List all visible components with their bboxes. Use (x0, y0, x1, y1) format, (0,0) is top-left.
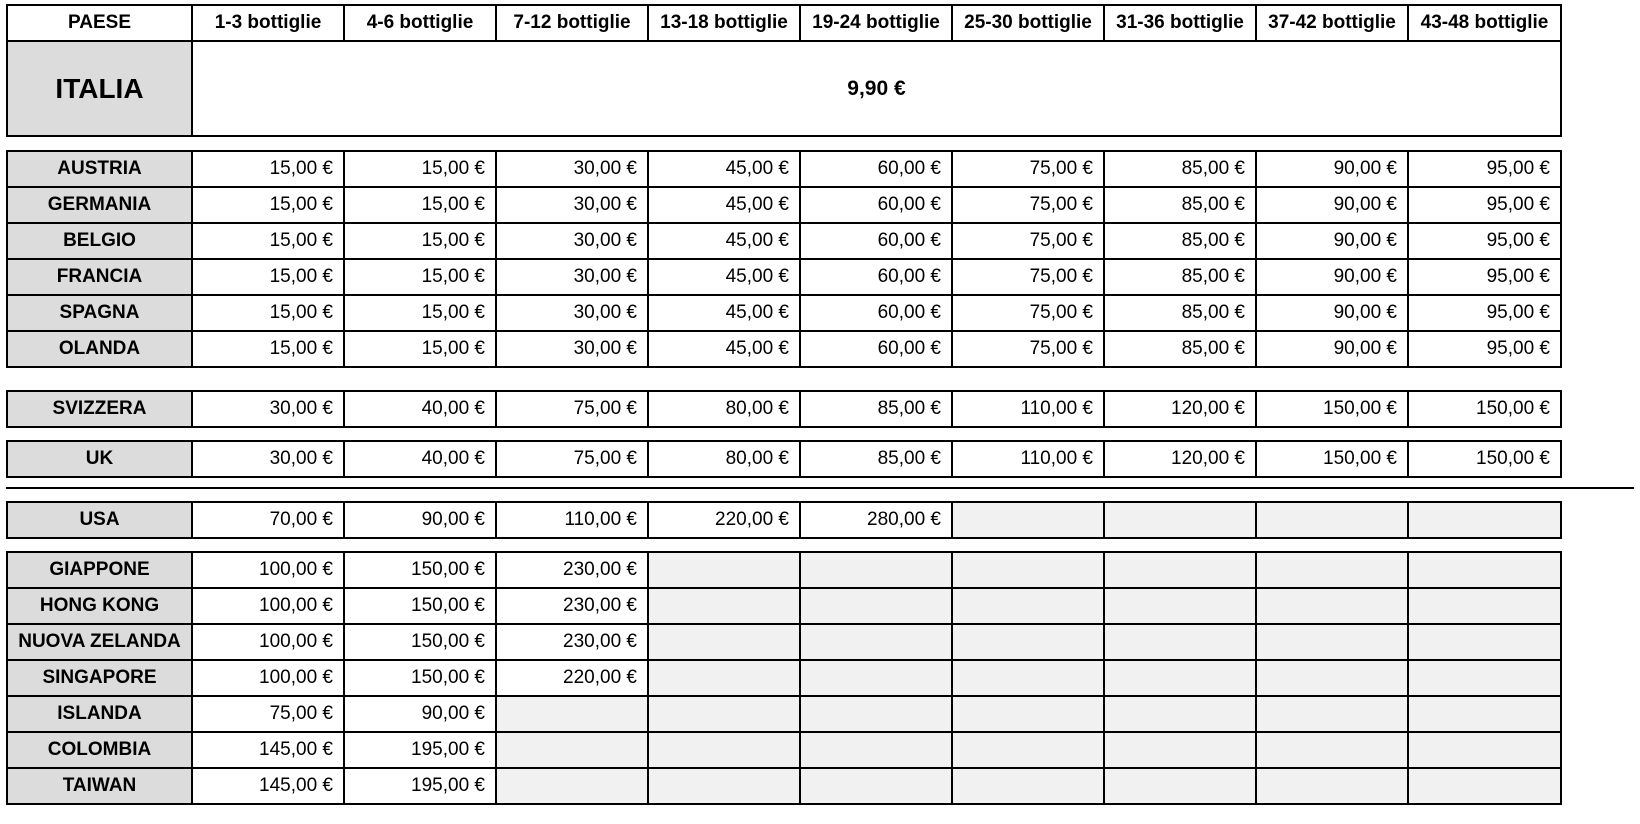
empty-cell (951, 551, 1105, 589)
price-cell: 95,00 € (1407, 294, 1562, 332)
country-austria: AUSTRIA (6, 150, 193, 188)
empty-cell (647, 731, 801, 769)
country-spagna: SPAGNA (6, 294, 193, 332)
price-cell: 30,00 € (495, 150, 649, 188)
country-uk: UK (6, 440, 193, 478)
empty-cell (1255, 551, 1409, 589)
price-cell: 95,00 € (1407, 186, 1562, 224)
price-cell: 60,00 € (799, 258, 953, 296)
table-row-islanda (6, 695, 1562, 733)
empty-cell (1255, 731, 1409, 769)
price-cell: 220,00 € (495, 659, 649, 697)
price-cell: 230,00 € (495, 623, 649, 661)
price-cell: 15,00 € (343, 258, 497, 296)
price-cell: 40,00 € (343, 440, 497, 478)
price-cell: 150,00 € (1255, 390, 1409, 428)
empty-cell (799, 659, 953, 697)
price-cell: 30,00 € (495, 222, 649, 260)
price-cell: 45,00 € (647, 222, 801, 260)
price-cell: 85,00 € (1103, 150, 1257, 188)
empty-cell (951, 731, 1105, 769)
table-row-colombia (6, 731, 1562, 769)
empty-cell (1407, 731, 1562, 769)
empty-cell (1103, 659, 1257, 697)
empty-cell (951, 587, 1105, 625)
price-cell: 30,00 € (495, 294, 649, 332)
empty-cell (647, 659, 801, 697)
empty-cell (647, 551, 801, 589)
price-cell: 110,00 € (951, 390, 1105, 428)
price-cell: 230,00 € (495, 551, 649, 589)
column-header-4-6-bottiglie: 4-6 bottiglie (343, 4, 497, 42)
empty-cell (1407, 501, 1562, 539)
empty-cell (1407, 695, 1562, 733)
price-cell: 60,00 € (799, 330, 953, 368)
table-row-francia (6, 258, 1562, 296)
column-header-25-30-bottiglie: 25-30 bottiglie (951, 4, 1105, 42)
section-divider (6, 487, 1634, 489)
price-cell: 85,00 € (799, 390, 953, 428)
country-islanda: ISLANDA (6, 695, 193, 733)
column-header-13-18-bottiglie: 13-18 bottiglie (647, 4, 801, 42)
empty-cell (799, 551, 953, 589)
country-hong-kong: HONG KONG (6, 587, 193, 625)
empty-cell (1103, 731, 1257, 769)
empty-cell (1407, 551, 1562, 589)
price-cell: 95,00 € (1407, 258, 1562, 296)
price-cell: 100,00 € (191, 659, 345, 697)
empty-cell (799, 623, 953, 661)
price-cell: 15,00 € (343, 186, 497, 224)
price-cell: 90,00 € (1255, 330, 1409, 368)
price-cell: 75,00 € (951, 222, 1105, 260)
price-cell: 90,00 € (1255, 150, 1409, 188)
table-row-uk (6, 440, 1562, 478)
price-cell: 100,00 € (191, 623, 345, 661)
empty-cell (495, 731, 649, 769)
country-svizzera: SVIZZERA (6, 390, 193, 428)
price-cell: 85,00 € (799, 440, 953, 478)
price-cell: 30,00 € (495, 258, 649, 296)
price-cell: 60,00 € (799, 294, 953, 332)
empty-cell (647, 767, 801, 805)
table-row-giappone (6, 551, 1562, 589)
price-cell: 75,00 € (951, 150, 1105, 188)
price-cell: 75,00 € (951, 258, 1105, 296)
price-cell: 75,00 € (951, 330, 1105, 368)
price-cell: 145,00 € (191, 767, 345, 805)
price-cell: 15,00 € (191, 150, 345, 188)
table-row-nuova-zelanda (6, 623, 1562, 661)
price-cell: 85,00 € (1103, 222, 1257, 260)
country-francia: FRANCIA (6, 258, 193, 296)
empty-cell (1255, 623, 1409, 661)
empty-cell (799, 695, 953, 733)
price-cell: 95,00 € (1407, 222, 1562, 260)
price-cell: 150,00 € (1407, 440, 1562, 478)
price-cell: 95,00 € (1407, 150, 1562, 188)
price-cell: 40,00 € (343, 390, 497, 428)
country-nuova-zelanda: NUOVA ZELANDA (6, 623, 193, 661)
country-taiwan: TAIWAN (6, 767, 193, 805)
empty-cell (1103, 551, 1257, 589)
country-giappone: GIAPPONE (6, 551, 193, 589)
table-row-svizzera (6, 390, 1562, 428)
price-cell: 230,00 € (495, 587, 649, 625)
empty-cell (1255, 695, 1409, 733)
price-cell: 100,00 € (191, 587, 345, 625)
empty-cell (1407, 659, 1562, 697)
empty-cell (1407, 623, 1562, 661)
price-cell: 150,00 € (343, 551, 497, 589)
price-cell: 15,00 € (343, 294, 497, 332)
price-cell: 15,00 € (191, 186, 345, 224)
empty-cell (1255, 587, 1409, 625)
empty-cell (1103, 695, 1257, 733)
price-cell: 80,00 € (647, 390, 801, 428)
empty-cell (647, 623, 801, 661)
price-cell: 195,00 € (343, 767, 497, 805)
table-row-olanda (6, 330, 1562, 368)
price-cell: 15,00 € (343, 222, 497, 260)
price-cell: 15,00 € (343, 330, 497, 368)
empty-cell (1103, 623, 1257, 661)
empty-cell (799, 587, 953, 625)
price-cell: 120,00 € (1103, 390, 1257, 428)
empty-cell (1255, 501, 1409, 539)
price-cell: 280,00 € (799, 501, 953, 539)
empty-cell (1255, 659, 1409, 697)
country-germania: GERMANIA (6, 186, 193, 224)
price-cell: 60,00 € (799, 150, 953, 188)
price-cell: 145,00 € (191, 731, 345, 769)
empty-cell (1255, 767, 1409, 805)
price-cell: 85,00 € (1103, 258, 1257, 296)
price-cell: 195,00 € (343, 731, 497, 769)
italia-flat-price: 9,90 € (191, 40, 1562, 137)
price-cell: 90,00 € (1255, 186, 1409, 224)
price-cell: 75,00 € (495, 440, 649, 478)
table-row-austria (6, 150, 1562, 188)
price-cell: 15,00 € (191, 222, 345, 260)
column-header-1-3-bottiglie: 1-3 bottiglie (191, 4, 345, 42)
empty-cell (951, 501, 1105, 539)
empty-cell (647, 695, 801, 733)
price-cell: 85,00 € (1103, 186, 1257, 224)
price-cell: 60,00 € (799, 222, 953, 260)
empty-cell (799, 767, 953, 805)
column-header-19-24-bottiglie: 19-24 bottiglie (799, 4, 953, 42)
column-header-country: PAESE (6, 4, 193, 42)
empty-cell (951, 695, 1105, 733)
empty-cell (495, 695, 649, 733)
price-cell: 85,00 € (1103, 294, 1257, 332)
empty-cell (951, 659, 1105, 697)
country-singapore: SINGAPORE (6, 659, 193, 697)
price-cell: 75,00 € (951, 294, 1105, 332)
country-belgio: BELGIO (6, 222, 193, 260)
price-cell: 45,00 € (647, 186, 801, 224)
price-cell: 120,00 € (1103, 440, 1257, 478)
price-cell: 90,00 € (1255, 294, 1409, 332)
price-cell: 15,00 € (191, 330, 345, 368)
empty-cell (1407, 587, 1562, 625)
country-colombia: COLOMBIA (6, 731, 193, 769)
table-row-usa (6, 501, 1562, 539)
price-cell: 90,00 € (343, 501, 497, 539)
price-cell: 45,00 € (647, 258, 801, 296)
price-cell: 30,00 € (495, 330, 649, 368)
table-row-hong-kong (6, 587, 1562, 625)
table-row-belgio (6, 222, 1562, 260)
empty-cell (647, 587, 801, 625)
price-cell: 15,00 € (191, 294, 345, 332)
price-cell: 45,00 € (647, 150, 801, 188)
column-header-31-36-bottiglie: 31-36 bottiglie (1103, 4, 1257, 42)
price-cell: 30,00 € (191, 440, 345, 478)
price-cell: 30,00 € (191, 390, 345, 428)
country-usa: USA (6, 501, 193, 539)
price-cell: 75,00 € (495, 390, 649, 428)
table-row-spagna (6, 294, 1562, 332)
table-row-germania (6, 186, 1562, 224)
column-header-7-12-bottiglie: 7-12 bottiglie (495, 4, 649, 42)
price-cell: 30,00 € (495, 186, 649, 224)
empty-cell (1407, 767, 1562, 805)
price-cell: 60,00 € (799, 186, 953, 224)
price-cell: 95,00 € (1407, 330, 1562, 368)
country-italia: ITALIA (6, 40, 193, 137)
price-cell: 15,00 € (191, 258, 345, 296)
header-row (6, 4, 1562, 42)
price-cell: 45,00 € (647, 330, 801, 368)
price-cell: 150,00 € (1407, 390, 1562, 428)
price-cell: 150,00 € (1255, 440, 1409, 478)
price-cell: 110,00 € (951, 440, 1105, 478)
column-header-43-48-bottiglie: 43-48 bottiglie (1407, 4, 1562, 42)
empty-cell (1103, 587, 1257, 625)
empty-cell (1103, 501, 1257, 539)
price-cell: 100,00 € (191, 551, 345, 589)
price-cell: 220,00 € (647, 501, 801, 539)
price-cell: 90,00 € (343, 695, 497, 733)
country-olanda: OLANDA (6, 330, 193, 368)
price-cell: 150,00 € (343, 587, 497, 625)
price-cell: 75,00 € (191, 695, 345, 733)
empty-cell (951, 623, 1105, 661)
empty-cell (799, 731, 953, 769)
price-cell: 90,00 € (1255, 258, 1409, 296)
price-cell: 15,00 € (343, 150, 497, 188)
price-cell: 90,00 € (1255, 222, 1409, 260)
italia-row (6, 40, 1562, 137)
empty-cell (495, 767, 649, 805)
price-cell: 80,00 € (647, 440, 801, 478)
price-cell: 85,00 € (1103, 330, 1257, 368)
table-row-singapore (6, 659, 1562, 697)
price-cell: 110,00 € (495, 501, 649, 539)
empty-cell (1103, 767, 1257, 805)
price-cell: 45,00 € (647, 294, 801, 332)
price-cell: 150,00 € (343, 659, 497, 697)
price-cell: 75,00 € (951, 186, 1105, 224)
price-cell: 150,00 € (343, 623, 497, 661)
table-row-taiwan (6, 767, 1562, 805)
column-header-37-42-bottiglie: 37-42 bottiglie (1255, 4, 1409, 42)
price-cell: 70,00 € (191, 501, 345, 539)
empty-cell (951, 767, 1105, 805)
